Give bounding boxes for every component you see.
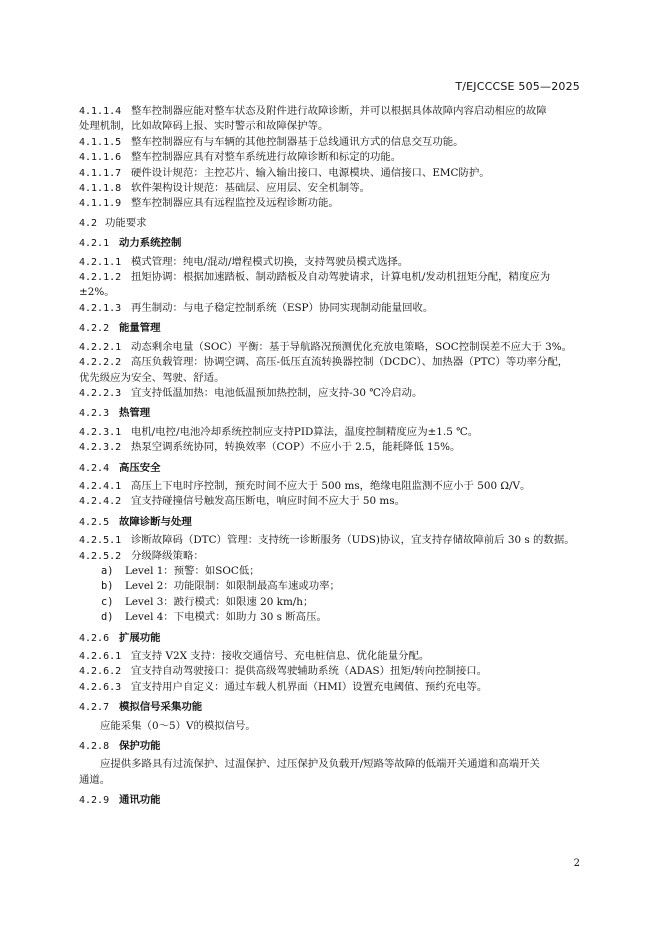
clause-4-1-1-5	[79, 135, 599, 150]
section-number: 4.2.3	[79, 408, 110, 420]
clause-text: 整车控制器应具有对整车系统进行故障诊断和标定的功能。	[131, 151, 402, 164]
clause-number: 4.1.1.5	[79, 136, 122, 148]
clause-number: 4.1.1.6	[79, 152, 122, 164]
document-header: T/EJCCCSE 505—2025	[455, 80, 580, 93]
section-title: 故障诊断与处理	[119, 515, 192, 528]
clause-4-2-2-3	[79, 386, 599, 401]
section-4-2-3-heading	[79, 406, 599, 421]
section-title: 通讯功能	[119, 794, 161, 807]
section-4-2-5-heading	[79, 515, 599, 530]
clause-4-2-3-2	[79, 440, 599, 455]
section-number: 4.2.7	[79, 702, 110, 714]
section-title: 动力系统控制	[119, 237, 182, 250]
section-4-2-6-heading	[79, 631, 599, 646]
clause-4-2-2-2	[79, 355, 599, 386]
list-item	[79, 610, 599, 625]
clause-number: 4.2.1.3	[79, 302, 122, 314]
clause-number: 4.1.1.7	[79, 167, 122, 179]
section-number: 4.2.6	[79, 632, 110, 644]
list-item	[79, 579, 599, 594]
clause-text: 整车控制器应有与车辆的其他控制器基于总线通讯方式的信息交互功能。	[131, 135, 464, 148]
section-title: 热管理	[119, 407, 151, 420]
clause-text: 再生制动：与电子稳定控制系统（ESP）协同实现制动能量回收。	[131, 301, 434, 314]
clause-4-1-1-7	[79, 166, 599, 181]
clause-number: 4.2.2.1	[79, 341, 122, 353]
clause-text: 宜支持 V2X 支持：接收交通信号、充电桩信息、优化能量分配。	[131, 650, 430, 662]
clause-number: 4.1.1.9	[79, 198, 122, 210]
clause-4-2-1-2	[79, 270, 599, 301]
clause-4-2-5-1	[79, 533, 599, 548]
clause-text: 分级降级策略：	[131, 549, 204, 562]
section-4-2-8-heading	[79, 739, 599, 754]
list-item-label: a)	[101, 564, 114, 577]
section-4-2-2-heading	[79, 321, 599, 336]
clause-text: 热泵空调系统协同，转换效率（COP）不应小于 2.5，能耗降低 15%。	[131, 441, 461, 454]
clause-number: 4.2.5.2	[79, 550, 122, 562]
clause-text: 扭矩协调：根据加速踏板、制动踏板及自动驾驶请求，计算电机/发动机扭矩分配，精度应为	[131, 271, 551, 284]
section-title: 功能要求	[105, 216, 147, 229]
clause-number: 4.2.1.2	[79, 272, 122, 284]
section-4-2-8-text-cont: 通道。	[79, 773, 111, 786]
clause-text: 宜支持用户自定义：通过车载人机界面（HMI）设置充电阈值、预约充电等。	[131, 680, 488, 693]
clause-4-2-4-1	[79, 479, 599, 494]
clause-4-1-1-6	[79, 150, 599, 165]
section-number: 4.2.8	[79, 741, 110, 753]
section-4-2-1-heading	[79, 236, 599, 251]
clause-text: 诊断故障码（DTC）管理：支持统一诊断服务（UDS)协议，宜支持存储故障前后 30 s 的数据。	[131, 534, 575, 547]
clause-4-2-3-1	[79, 425, 599, 440]
document-body	[79, 104, 599, 812]
clause-4-2-2-1	[79, 340, 599, 355]
section-4-2-4-heading	[79, 461, 599, 476]
section-title: 能量管理	[119, 322, 161, 335]
clause-text: 模式管理：纯电/混动/增程模式切换，支持驾驶员模式选择。	[131, 255, 409, 268]
section-4-2-7-heading	[79, 700, 599, 715]
clause-text-cont: ±2%。	[79, 286, 115, 299]
clause-text: 宜支持自动驾驶接口：提供高级驾驶辅助系统（ADAS）扭矩/转向控制接口。	[131, 665, 488, 678]
clause-number: 4.2.6.2	[79, 666, 122, 678]
clause-4-2-6-3	[79, 680, 599, 695]
list-item-label: b)	[101, 580, 114, 593]
clause-number: 4.2.3.2	[79, 442, 122, 454]
section-number: 4.2	[79, 217, 98, 229]
section-4-2-heading	[79, 216, 599, 231]
clause-text: 电机/电控/电池冷却系统控制应支持PID算法，温度控制精度应为±1.5 ℃。	[131, 425, 479, 438]
clause-text: 硬件设计规范：主控芯片、输入输出接口、电源模块、通信接口、EMC防护。	[131, 166, 490, 179]
clause-4-1-1-8	[79, 181, 599, 196]
clause-text: 软件架构设计规范：基础层、应用层、安全机制等。	[131, 182, 370, 195]
clause-4-2-6-1	[79, 649, 599, 664]
list-item-text: Level 1：预警：如SOC低；	[125, 564, 260, 577]
clause-number: 4.1.1.8	[79, 183, 122, 195]
clause-text-cont: 处理机制，比如故障码上报、实时警示和故障保护等。	[79, 120, 329, 133]
clause-text: 整车控制器应具有远程监控及远程诊断功能。	[131, 197, 339, 210]
clause-4-2-4-2	[79, 494, 599, 509]
section-number: 4.2.2	[79, 323, 110, 335]
section-4-2-8-text: 应提供多路具有过流保护、过温保护、过压保护及负载开/短路等故障的低端开关通道和高端开关	[100, 758, 540, 771]
section-number: 4.2.5	[79, 516, 110, 528]
clause-number: 4.2.3.1	[79, 426, 122, 438]
clause-4-1-1-4	[79, 104, 599, 135]
section-number: 4.2.9	[79, 795, 110, 807]
clause-4-2-1-3	[79, 301, 599, 316]
clause-number: 4.2.5.1	[79, 535, 122, 547]
list-item	[79, 595, 599, 610]
clause-number: 4.1.1.4	[79, 106, 122, 117]
list-item-label: c)	[101, 595, 114, 608]
list-item-label: d)	[101, 611, 114, 624]
clause-number: 4.2.6.3	[79, 681, 122, 693]
clause-4-2-6-2	[79, 664, 599, 679]
clause-text: 宜支持碰撞信号触发高压断电，响应时间不应大于 50 ms。	[131, 495, 405, 508]
list-item	[79, 564, 599, 579]
clause-4-2-1-1	[79, 255, 599, 270]
section-number: 4.2.1	[79, 238, 110, 250]
clause-text: 动态剩余电量（SOC）平衡：基于导航路况预测优化充放电策略，SOC控制误差不应大于 3%。	[131, 340, 573, 353]
section-number: 4.2.4	[79, 462, 110, 474]
section-4-2-9-heading	[79, 793, 599, 808]
clause-text: 宜支持低温加热：电池低温预加热控制，应支持-30 ℃冷启动。	[131, 386, 423, 399]
page-number: 2	[573, 858, 580, 869]
clause-4-1-1-9	[79, 196, 599, 211]
list-item-text: Level 4：下电模式：如助力 30 s 断高压。	[125, 611, 327, 624]
clause-text: 高压负载管理：协调空调、高压-低压直流转换器控制（DCDC）、加热器（PTC）等功率分配，	[131, 356, 569, 369]
section-title: 模拟信号采集功能	[119, 701, 203, 714]
clause-number: 4.2.2.2	[79, 357, 122, 369]
clause-number: 4.2.6.1	[79, 651, 122, 662]
clause-number: 4.2.2.3	[79, 387, 122, 399]
section-4-2-7-text: 应能采集（0～5）V的模拟信号。	[100, 719, 256, 732]
clause-text-cont: 优先级应为安全、驾驶、舒适。	[79, 371, 225, 384]
clause-text: 高压上下电时序控制，预充时间不应大于 500 ms，绝缘电阻监测不应小于 500 Ω/V。	[131, 479, 531, 492]
clause-number: 4.2.4.2	[79, 496, 122, 508]
clause-number: 4.2.4.1	[79, 480, 122, 492]
clause-text: 整车控制器应能对整车状态及附件进行故障诊断，并可以根据具体故障内容启动相应的故障	[131, 105, 547, 117]
section-title: 扩展功能	[119, 631, 161, 644]
section-title: 高压安全	[119, 461, 161, 474]
clause-number: 4.2.1.1	[79, 256, 122, 268]
list-item-text: Level 3：跛行模式：如限速 20 km/h；	[125, 595, 314, 608]
section-title: 保护功能	[119, 740, 161, 753]
clause-4-2-5-2	[79, 549, 599, 564]
list-item-text: Level 2：功能限制：如限制最高车速或功率；	[125, 580, 340, 593]
